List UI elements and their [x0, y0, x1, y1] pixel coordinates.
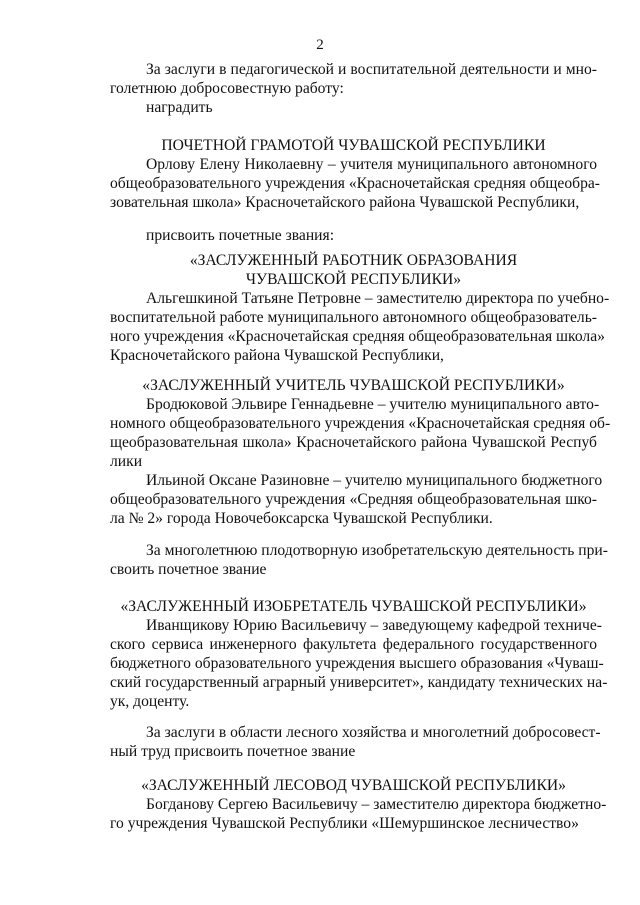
paragraph-line: общеобразовательного учреждения «Красночетайская средняя общеобра-	[110, 175, 600, 192]
paragraph-line: ного учреждения «Красночетайская средняя общеобразовательная школа»	[110, 328, 605, 345]
page-number: 2	[316, 37, 324, 53]
award-title: «ЗАСЛУЖЕННЫЙ РАБОТНИК ОБРАЗОВАНИЯ	[189, 252, 518, 269]
paragraph-line: Красночетайского района Чувашской Республики,	[110, 347, 444, 364]
paragraph-line: ук, доценту.	[110, 693, 190, 710]
paragraph-line: зовательная школа» Красночетайского района Чувашской Республики,	[110, 194, 580, 211]
award-title: «ЗАСЛУЖЕННЫЙ ЛЕСОВОД ЧУВАШСКОЙ РЕСПУБЛИКИ»	[141, 777, 566, 794]
paragraph-line: бюджетного образовательного учреждения высшего образования «Чуваш-	[110, 655, 604, 672]
paragraph-line: воспитательной работе муниципального автономного общеобразователь-	[110, 309, 597, 326]
paragraph-line: Альгешкиной Татьяне Петровне – заместителю директора по учебно-	[146, 290, 610, 307]
paragraph-line: наградить	[146, 99, 213, 116]
award-title: «ЗАСЛУЖЕННЫЙ ИЗОБРЕТАТЕЛЬ ЧУВАШСКОЙ РЕСПУБЛИКИ»	[120, 598, 587, 615]
paragraph-line: общеобразовательного учреждения «Средняя общеобразовательная шко-	[110, 491, 597, 508]
paragraph-line: За заслуги в области лесного хозяйства и многолетний добросовест-	[146, 724, 601, 741]
paragraph-line: Бродюковой Эльвире Геннадьевне – учителю муниципального авто-	[146, 396, 600, 413]
paragraph-line: щеобразовательная школа» Красночетайского района Чувашской Респуб	[110, 434, 597, 451]
paragraph-line: своить почетное звание	[110, 561, 267, 578]
paragraph-line: номного общеобразовательного учреждения «Красночетайская средняя об-	[110, 415, 611, 432]
paragraph-line: Богданову Сергею Васильевичу – заместителю директора бюджетно-	[146, 796, 607, 813]
paragraph-line: го учреждения Чувашской Республики «Шемуршинское лесничество»	[110, 815, 579, 832]
paragraph-line: голетнюю добросовестную работу:	[110, 80, 344, 97]
paragraph-line: ла № 2» города Новочебоксарска Чувашской Республики.	[110, 510, 493, 527]
award-title: ЧУВАШСКОЙ РЕСПУБЛИКИ»	[245, 271, 462, 288]
paragraph-line: Ильиной Оксане Разиновне – учителю муниципального бюджетного	[146, 472, 603, 489]
paragraph-line: Орлову Елену Николаевну – учителя муниципального автономного	[146, 156, 597, 173]
paragraph-line: ный труд присвоить почетное звание	[110, 743, 356, 760]
paragraph-line: лики	[110, 453, 143, 470]
paragraph-line: ского сервиса инженерного факультета федерального государственного	[110, 636, 597, 653]
paragraph-line: За заслуги в педагогической и воспитательной деятельности и мно-	[146, 61, 597, 78]
award-title: «ЗАСЛУЖЕННЫЙ УЧИТЕЛЬ ЧУВАШСКОЙ РЕСПУБЛИКИ»	[142, 377, 565, 394]
paragraph-line: присвоить почетные звания:	[146, 227, 335, 244]
paragraph-line: За многолетнюю плодотворную изобретательскую деятельность при-	[146, 542, 608, 559]
paragraph-line: Иванщикову Юрию Васильевичу – заведующему кафедрой техниче-	[146, 617, 602, 634]
award-title: ПОЧЕТНОЙ ГРАМОТОЙ ЧУВАШСКОЙ РЕСПУБЛИКИ	[161, 137, 546, 154]
paragraph-line: ский государственный аграрный университет», кандидату технических на-	[110, 674, 608, 691]
